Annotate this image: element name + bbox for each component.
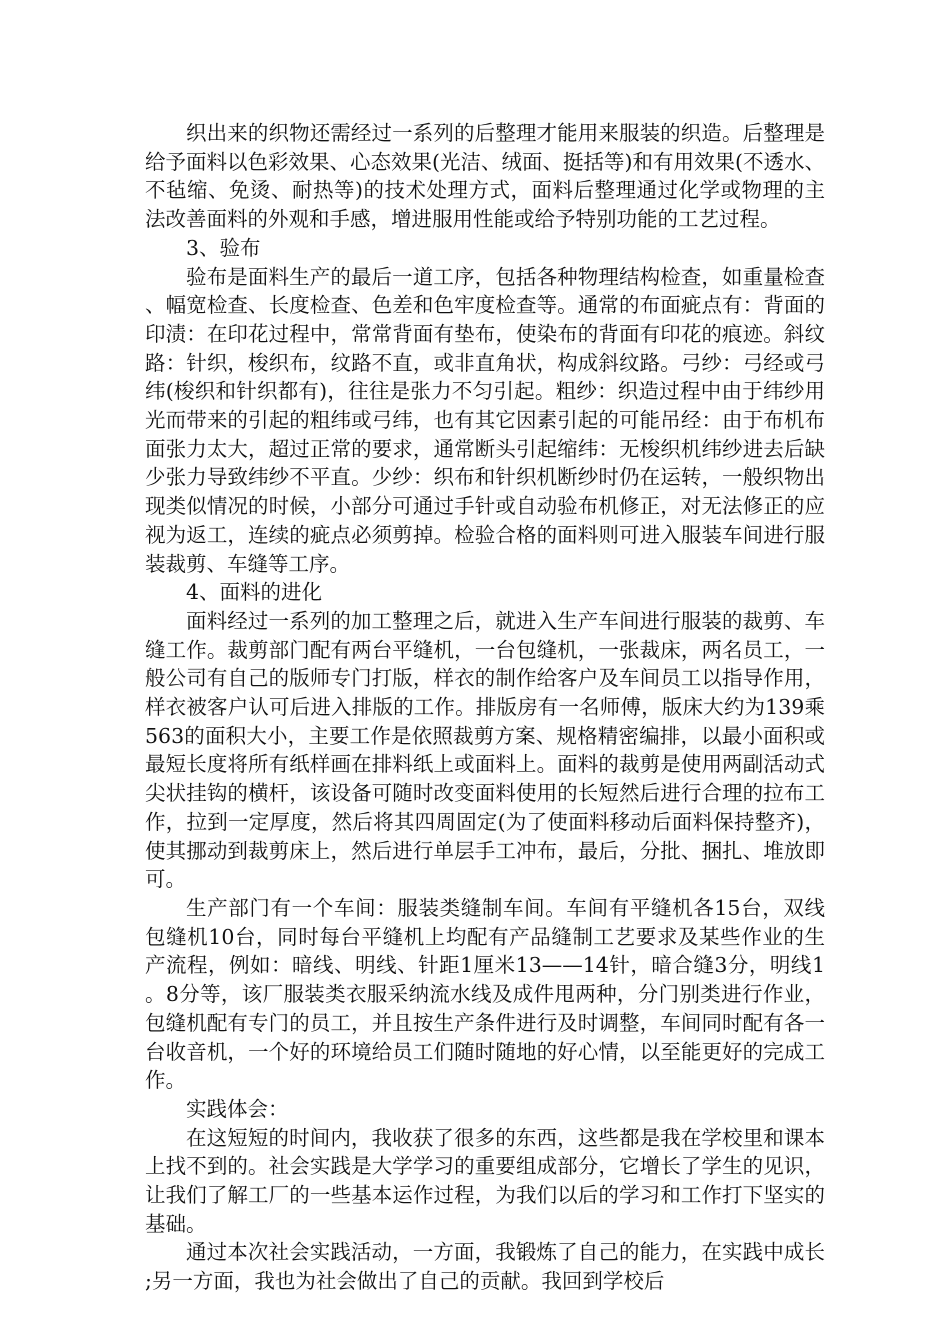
paragraph-reflection-1: 在这短短的时间内，我收获了很多的东西，这些都是我在学校里和课本上找不到的。社会实践是大学学习的重要组成部分，它增长了学生的见识，让我们了解工厂的一些基本运作过程，为我们以后的学习和工作打下坚实的基础。 [145, 1125, 825, 1236]
paragraph-fabric-inspection: 验布是面料生产的最后一道工序，包括各种物理结构检查，如重量检查、幅宽检查、长度检查、色差和色牢度检查等。通常的布面疵点有：背面的印渍：在印花过程中，常常背面有垫布，使染布的背面有印花的痕迹。斜纹路：针织，梭织布，纹路不直，或非直角状，构成斜纹路。弓纱：弓经或弓纬(梭织和针织都有)，往往是张力不匀引起。粗纱：织造过程中由于纬纱用光而带来的引起的粗纬或弓纬，也有其它因素引起的可能吊经：由于布机布面张力太大，超过正常的要求，通常断头引起缩纬：无梭织机纬纱进去后缺少张力导致纬纱不平直。少纱：织布和针织机断纱时仍在运转，一般织物出现类似情况的时候，小部分可通过手针或自动验布机修正，对无法修正的应视为返工，连续的疵点必须剪掉。检验合格的面料则可进入服装车间进行服装裁剪、车缝等工序。 [145, 264, 825, 576]
document-body [145, 119, 825, 1296]
paragraph-cutting-sewing: 面料经过一系列的加工整理之后，就进入生产车间进行服装的裁剪、车缝工作。裁剪部门配有两台平缝机，一台包缝机，一张裁床，两名员工，一般公司有自己的版师专门打版，样衣的制作给客户及车间员工以指导作用，样衣被客户认可后进入排版的工作。排版房有一名师傅，版床大约为139乘563的面积大小，主要工作是依照裁剪方案、规格精密编排，以最小面积或最短长度将所有纸样画在排料纸上或面料上。面料的裁剪是使用两副活动式尖状挂钩的横杆，该设备可随时改变面料使用的长短然后进行合理的拉布工作，拉到一定厚度，然后将其四周固定(为了使面料移动后面料保持整齐)，使其挪动到裁剪床上，然后进行单层手工冲布，最后，分批、捆扎、堆放即可。 [145, 608, 825, 892]
heading-fabric-inspection: 3、验布 [186, 235, 261, 260]
heading-fabric-progress: 4、面料的进化 [186, 580, 323, 605]
paragraph-production-workshop: 生产部门有一个车间：服装类缝制车间。车间有平缝机各15台，双线包缝机10台，同时每台平缝机上均配有产品缝制工艺要求及某些作业的生产流程，例如：暗线、明线、针距1厘米13——14针，暗合缝3分，明线1。8分等，该厂服装类衣服采纳流水线及成件甩两种，分门别类进行作业，包缝机配有专门的员工，并且按生产条件进行及时调整，车间同时配有各一台收音机，一个好的环境给员工们随时随地的好心情，以至能更好的完成工作。 [145, 895, 825, 1093]
paragraph-reflection-2: 通过本次社会实践活动，一方面，我锻炼了自己的能力，在实践中成长;另一方面，我也为社会做出了自己的贡献。我回到学校后 [145, 1240, 825, 1294]
heading-practice-reflection: 实践体会： [186, 1096, 289, 1121]
paragraph-post-finishing: 织出来的织物还需经过一系列的后整理才能用来服装的织造。后整理是给予面料以色彩效果、心态效果(光洁、绒面、挺括等)和有用效果(不透水、不毡缩、免烫、耐热等)的技术处理方式，面料后整理通过化学或物理的主法改善面料的外观和手感，增进服用性能或给予特别功能的工艺过程。 [145, 121, 825, 232]
